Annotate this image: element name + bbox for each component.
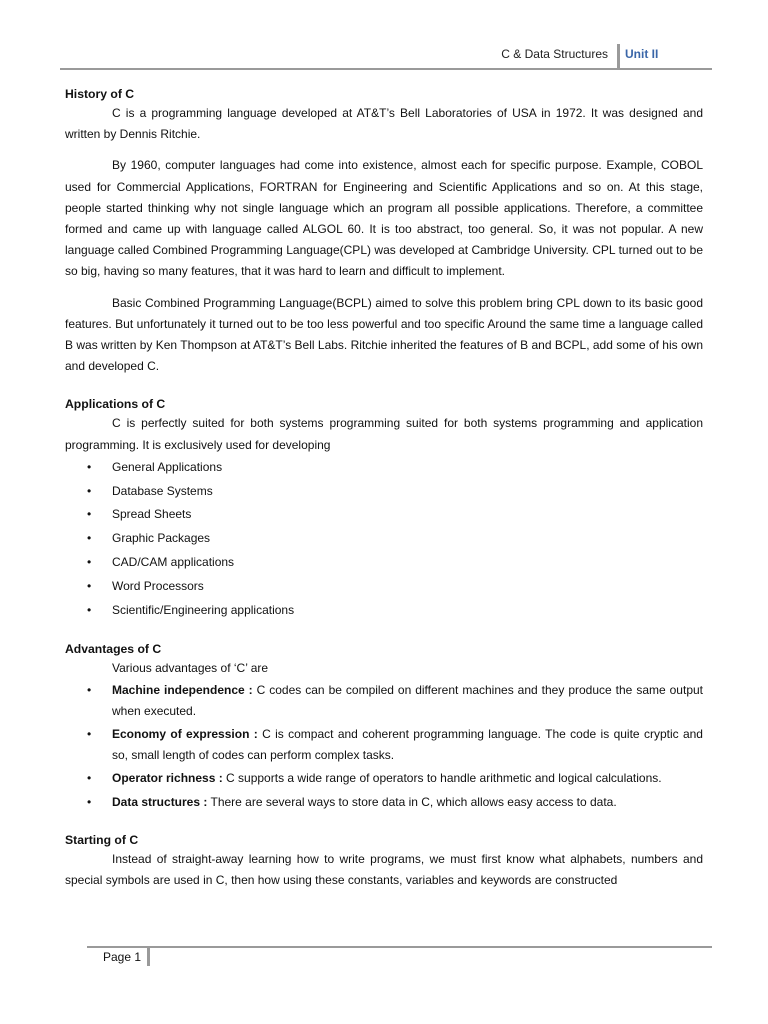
list-item: • General Applications <box>65 456 703 480</box>
section-heading-history: History of C <box>65 87 135 101</box>
history-paragraph-3: Basic Combined Programming Language(BCPL) aimed to solve this problem bring CPL down to its basic good features. But unfortunately it turned out to be too less powerful and too specific Around the same time a language called B was written by Ken Thompson at AT&T’s Bell Labs. Ritchie inherited the features of B and BCPL, add some of his own and developed C. <box>65 295 703 374</box>
bullet-icon: • <box>87 555 92 570</box>
applications-list <box>65 456 703 623</box>
section-heading-applications: Applications of C <box>65 397 166 412</box>
footer-rule <box>87 946 712 948</box>
list-item <box>65 768 703 789</box>
list-item <box>65 680 703 722</box>
bullet-icon: • <box>87 578 92 593</box>
header-divider <box>617 44 620 70</box>
advantages-list <box>65 680 703 813</box>
advantage-text: C is compact and coherent programming language. The code is quite cryptic and so, small length of codes can perform complex tasks. <box>112 727 703 763</box>
history-paragraph-1: C is a programming language developed at AT&T’s Bell Laboratories of USA in 1972. It was designed and written by Dennis Ritchie. <box>65 106 703 142</box>
advantage-term: Machine independence : <box>112 682 253 697</box>
advantage-text: There are several ways to store data in C, which allows easy access to data. <box>207 794 617 809</box>
section-heading-advantages: Advantages of C <box>65 642 162 657</box>
page-number: Page 1 <box>103 950 142 964</box>
bullet-icon: • <box>87 794 92 809</box>
page-footer <box>87 946 712 968</box>
list-item: • Database Systems <box>65 480 703 504</box>
advantage-text: C codes can be compiled on different machines and they produce the same output when executed. <box>112 682 703 718</box>
list-item: • Word Processors <box>65 575 703 599</box>
starting-paragraph-1: Instead of straight-away learning how to write programs, we must first know what alphabets, numbers and special symbols are used in C, then how using these constants, variables and keywords are constructed <box>65 851 703 888</box>
header-unit-label: Unit II <box>625 47 659 61</box>
document-body <box>65 85 703 891</box>
bullet-icon: • <box>87 682 92 697</box>
page-header <box>60 40 712 70</box>
bullet-icon: • <box>87 531 92 546</box>
header-course-title: C & Data Structures <box>501 47 608 61</box>
footer-divider <box>147 948 150 966</box>
bullet-icon: • <box>87 771 92 786</box>
bullet-icon: • <box>87 459 92 474</box>
advantage-text: C supports a wide range of operators to handle arithmetic and logical calculations. <box>222 771 662 786</box>
advantage-term: Economy of expression : <box>112 727 258 742</box>
advantage-term: Operator richness : <box>112 771 223 786</box>
list-item: • Graphic Packages <box>65 527 703 551</box>
list-item <box>65 724 703 766</box>
advantage-term: Data structures : <box>112 794 208 809</box>
list-item: • CAD/CAM applications <box>65 551 703 575</box>
history-paragraph-2: By 1960, computer languages had come into existence, almost each for specific purpose. Example, COBOL used for Commercial Applications, FORTRAN for Engineering and Scientific Applications and so on. At this stage, people started thinking why not single language which an program all possible applications. Therefore, a committee formed and came up with language called ALGOL 60. It is too abstract, too general. So, it was not popular. A new language called Combined Programming Language(CPL) was developed at Cambridge University. CPL turned out to be so big, having so many features, that it was hard to learn and difficult to implement. <box>65 158 703 279</box>
bullet-icon: • <box>87 507 92 522</box>
list-item: • Spread Sheets <box>65 503 703 527</box>
advantages-intro: Various advantages of ‘C’ are <box>112 661 269 676</box>
bullet-icon: • <box>87 727 92 742</box>
list-item <box>65 792 703 813</box>
bullet-icon: • <box>87 602 92 617</box>
section-heading-starting: Starting of C <box>65 832 139 847</box>
header-rule <box>60 68 712 70</box>
list-item: • Scientific/Engineering applications <box>65 599 703 623</box>
bullet-icon: • <box>87 483 92 498</box>
applications-intro: C is perfectly suited for both systems programming suited for both systems programming and application programming. It is exclusively used for developing <box>65 416 703 452</box>
